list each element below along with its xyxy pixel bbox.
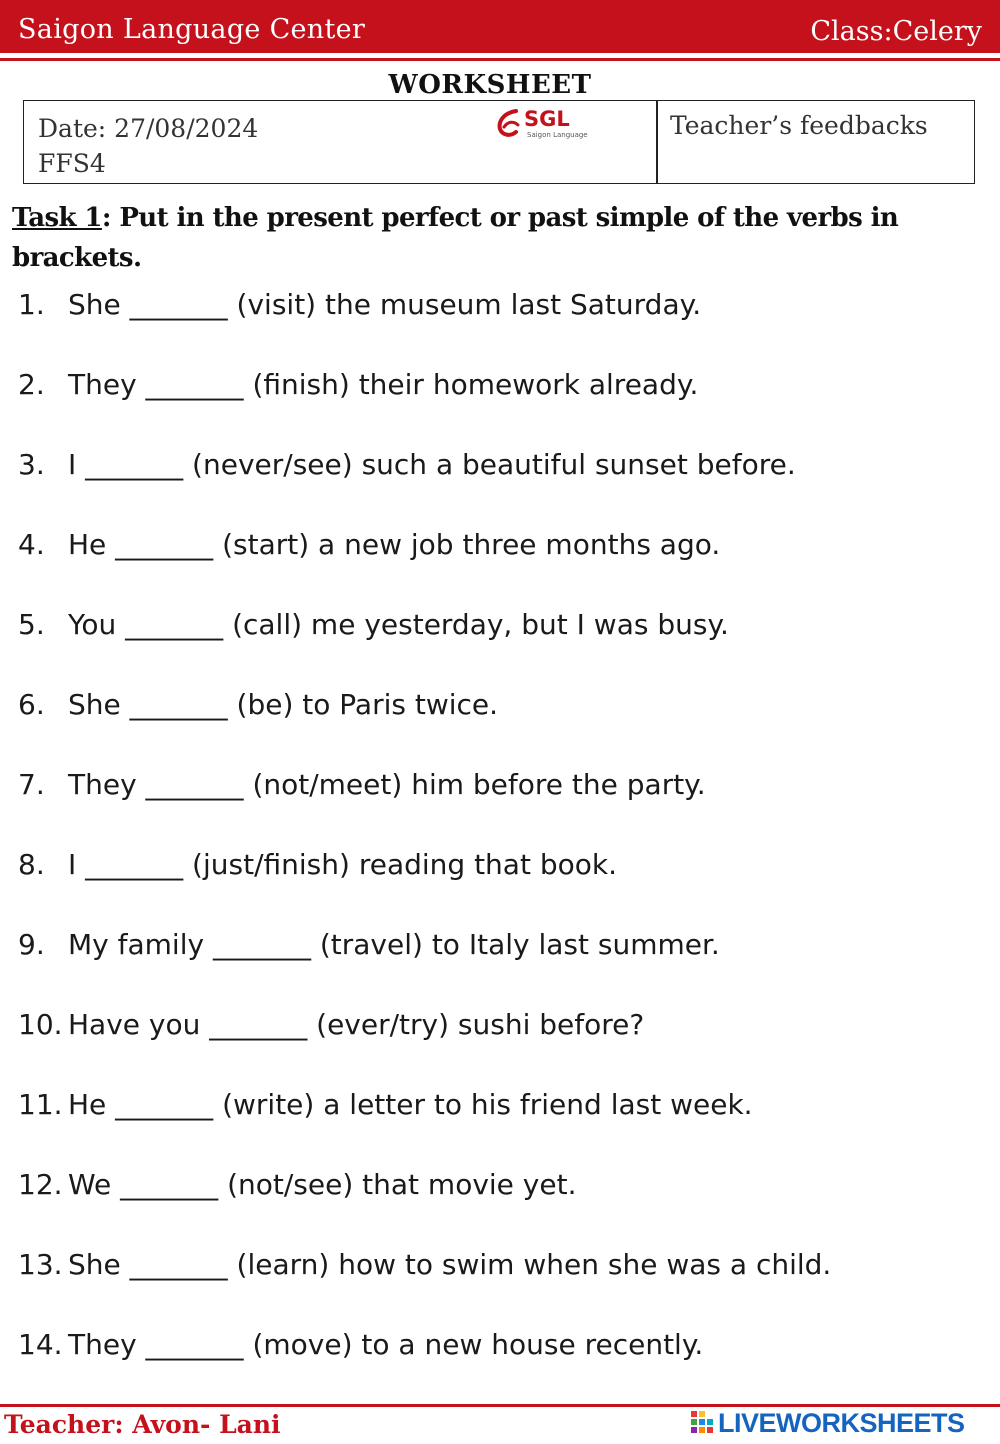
question-number: 9. [18, 928, 45, 961]
question-item [18, 848, 617, 892]
task-instruction [12, 198, 972, 278]
question-text: I _______ (just/finish) reading that book. [68, 848, 617, 881]
question-number: 12. [18, 1168, 63, 1201]
question-number: 13. [18, 1248, 63, 1281]
watermark-text: LIVEWORKSHEETS [718, 1408, 965, 1438]
info-divider [656, 101, 658, 183]
question-item [18, 608, 729, 652]
question-item [18, 688, 498, 732]
task-text: : Put in the present perfect or past simple of the verbs in brackets. [12, 203, 899, 273]
header-divider [0, 58, 1000, 61]
question-item [18, 1248, 831, 1292]
date-text: Date: 27/08/2024 [38, 114, 259, 143]
question-text: They _______ (move) to a new house recently. [68, 1328, 704, 1361]
question-item [18, 1088, 753, 1132]
question-item [18, 288, 701, 332]
worksheet-title: WORKSHEET [388, 70, 592, 100]
teacher-feedback-label: Teacher’s feedbacks [670, 111, 928, 140]
question-text: You _______ (call) me yesterday, but I was busy. [68, 608, 729, 641]
question-item [18, 448, 796, 492]
question-text: He _______ (write) a letter to his friend last week. [68, 1088, 753, 1121]
info-left [38, 111, 258, 181]
question-text: She _______ (be) to Paris twice. [68, 688, 499, 721]
question-text: They _______ (not/meet) him before the party. [68, 768, 706, 801]
question-text: We _______ (not/see) that movie yet. [68, 1168, 577, 1201]
question-number: 7. [18, 768, 45, 801]
question-number: 1. [18, 288, 45, 321]
question-number: 11. [18, 1088, 63, 1121]
question-item [18, 1168, 576, 1212]
question-item [18, 1008, 644, 1052]
task-label: Task 1 [12, 203, 102, 233]
question-number: 6. [18, 688, 45, 721]
liveworksheets-logo-icon [690, 1410, 714, 1434]
question-text: Have you _______ (ever/try) sushi before? [68, 1008, 645, 1041]
question-number: 5. [18, 608, 45, 641]
class-code: FFS4 [38, 149, 106, 178]
question-text: She _______ (visit) the museum last Saturday. [68, 288, 702, 321]
question-number: 10. [18, 1008, 63, 1041]
question-item [18, 928, 720, 972]
question-text: I _______ (never/see) such a beautiful sunset before. [68, 448, 796, 481]
question-text: He _______ (start) a new job three months ago. [68, 528, 721, 561]
logo-subtext: Saigon Language [527, 131, 588, 139]
question-number: 8. [18, 848, 45, 881]
question-number: 4. [18, 528, 45, 561]
question-number: 3. [18, 448, 45, 481]
question-text: She _______ (learn) how to swim when she was a child. [68, 1248, 832, 1281]
question-item [18, 528, 720, 572]
question-item [18, 368, 698, 412]
sgl-logo [494, 107, 594, 141]
header-bar [0, 0, 1000, 53]
question-text: They _______ (finish) their homework already. [68, 368, 699, 401]
school-name: Saigon Language Center [18, 14, 366, 45]
question-item [18, 1328, 703, 1372]
footer-divider [0, 1404, 1000, 1407]
logo-text: SGL [524, 107, 570, 131]
info-box [23, 100, 975, 184]
question-number: 14. [18, 1328, 63, 1361]
question-item [18, 768, 706, 812]
teacher-name: Teacher: Avon- Lani [4, 1410, 281, 1439]
question-text: My family _______ (travel) to Italy last summer. [68, 928, 720, 961]
question-number: 2. [18, 368, 45, 401]
class-label: Class:Celery [810, 16, 982, 47]
sgl-swirl-icon [494, 107, 524, 141]
